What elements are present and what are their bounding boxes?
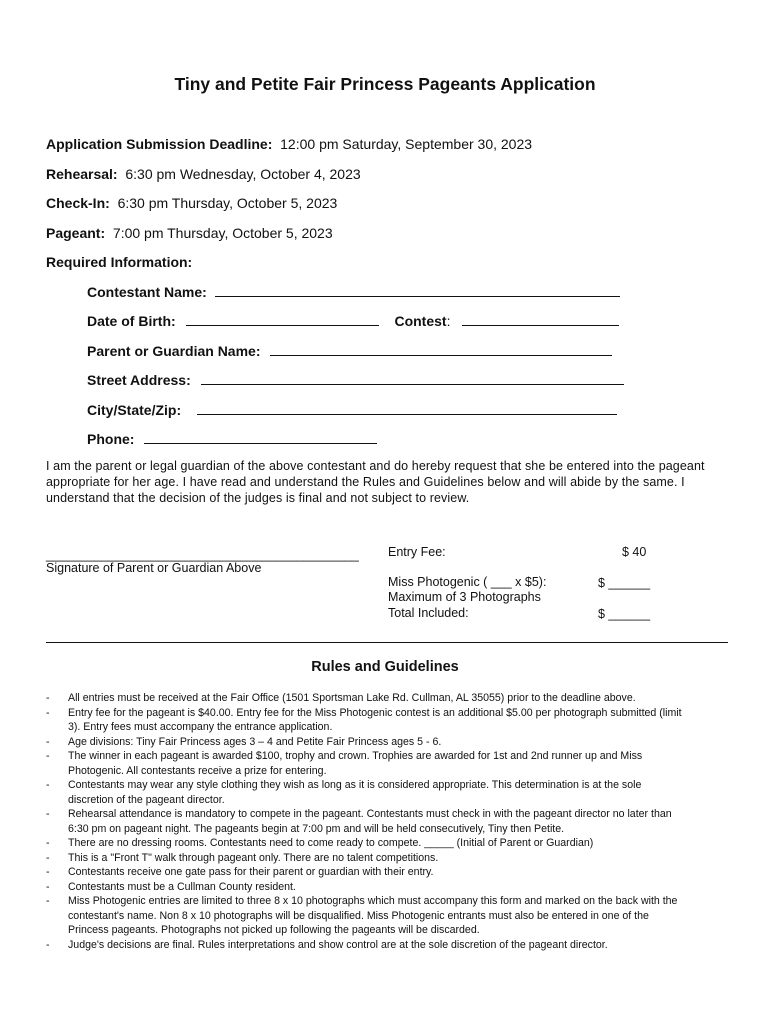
contest-label: Contest xyxy=(394,313,447,329)
pageant-value: 7:00 pm Thursday, October 5, 2023 xyxy=(112,225,333,241)
parent-name-row xyxy=(87,343,612,359)
dash-marker: - xyxy=(46,880,50,893)
rule-text: Miss Photogenic entries are limited to three 8 x 10 photographs which must accompany this form and marked on the back with the contestant's name. Non 8 x 10 photographs will be disqualified. Miss Photogenic entrants must also be entered in one of the Princess pageants. Photographs not picked up following the pageants will be discarded. xyxy=(68,895,678,936)
rule-text: Judge's decisions are final. Rules interpretations and show control are at the sole discretion of the pageant director. xyxy=(68,938,608,951)
dob-contest-row xyxy=(87,313,619,329)
rule-text: Entry fee for the pageant is $40.00. Entry fee for the Miss Photogenic contest is an additional $5.00 per photograph submitted (limit 3). Entry fees must accompany the entrance application. xyxy=(68,706,682,733)
dash-marker: - xyxy=(46,706,50,719)
phone-label: Phone: xyxy=(87,431,135,447)
rule-text: Contestants may wear any style clothing they wish as long as it is considered appropriate. This determination is at the sole discretion of the pageant director. xyxy=(68,779,642,806)
dob-label: Date of Birth: xyxy=(87,313,176,329)
phone-field[interactable] xyxy=(144,431,377,444)
rule-text: The winner in each pageant is awarded $100, trophy and crown. Trophies are awarded for 1st and 2nd runner up and Miss Photogenic. All contestants receive a prize for entering. xyxy=(68,750,643,777)
contest-field[interactable] xyxy=(462,313,619,326)
dash-marker: - xyxy=(46,866,50,878)
rehearsal-label: Rehearsal: xyxy=(46,166,118,182)
city-field[interactable] xyxy=(197,402,617,415)
total-amount[interactable]: $ ______ xyxy=(598,607,651,621)
dob-field[interactable] xyxy=(186,313,379,326)
list-item xyxy=(46,865,686,880)
dash-marker: - xyxy=(46,808,50,820)
street-field[interactable] xyxy=(201,372,624,385)
deadline-line xyxy=(46,136,532,152)
list-item xyxy=(46,851,686,866)
dash-marker: - xyxy=(46,750,50,762)
parent-name-field[interactable] xyxy=(270,343,612,356)
list-item xyxy=(46,880,686,895)
checkin-line xyxy=(46,195,337,211)
rule-text: All entries must be received at the Fair Office (1501 Sportsman Lake Rd. Cullman, AL 35055) prior to the deadline above. xyxy=(68,692,636,704)
signature-label: Signature of Parent or Guardian Above xyxy=(46,561,262,575)
dash-marker: - xyxy=(46,851,50,864)
list-item xyxy=(46,894,686,938)
page-title: Tiny and Petite Fair Princess Pageants Application xyxy=(174,74,596,94)
dash-marker: - xyxy=(46,895,50,907)
checkin-value: 6:30 pm Thursday, October 5, 2023 xyxy=(117,195,338,211)
contestant-name-row xyxy=(87,284,620,300)
rule-text: Age divisions: Tiny Fair Princess ages 3 – 4 and Petite Fair Princess ages 5 - 6. xyxy=(68,735,442,748)
contestant-name-label: Contestant Name: xyxy=(87,284,207,300)
pageant-line xyxy=(46,225,333,241)
dash-marker: - xyxy=(46,938,50,951)
dash-marker: - xyxy=(46,735,50,748)
entry-fee-amount: $ 40 xyxy=(622,545,647,559)
rules-list xyxy=(46,691,686,952)
list-item xyxy=(46,807,686,836)
consent-paragraph: I am the parent or legal guardian of the above contestant and do hereby request that she be entered into the pageant appropriate for her age. I have read and understand the Rules and Guidelines below and will abide by the same. I understand that the decision of the judges is final and not subject to review. xyxy=(46,459,705,505)
rule-text: This is a "Front T" walk through pageant only. There are no talent competitions. xyxy=(68,851,439,864)
street-label: Street Address: xyxy=(87,372,191,388)
parent-name-label: Parent or Guardian Name: xyxy=(87,343,261,359)
list-item xyxy=(46,836,686,851)
total-label: Total Included: xyxy=(388,605,469,620)
list-item xyxy=(46,691,686,706)
dash-marker: - xyxy=(46,692,50,704)
contest-colon: : xyxy=(446,313,451,329)
street-row xyxy=(87,372,624,388)
pageant-label: Pageant: xyxy=(46,225,106,241)
checkin-label: Check-In: xyxy=(46,195,110,211)
dash-marker: - xyxy=(46,779,50,791)
list-item xyxy=(46,706,686,735)
list-item xyxy=(46,938,686,953)
required-heading xyxy=(46,254,192,270)
dash-marker: - xyxy=(46,837,50,849)
deadline-value: 12:00 pm Saturday, September 30, 2023 xyxy=(280,136,533,152)
rehearsal-value: 6:30 pm Wednesday, October 4, 2023 xyxy=(125,166,361,182)
phone-row xyxy=(87,431,377,447)
photogenic-amount[interactable]: $ ______ xyxy=(598,576,651,590)
rule-text: Contestants receive one gate pass for their parent or guardian with their entry. xyxy=(68,866,434,878)
rule-text: There are no dressing rooms. Contestants need to come ready to compete. _____ (Initial of Parent or Guardian) xyxy=(68,837,594,849)
rule-text: Rehearsal attendance is mandatory to compete in the pageant. Contestants must check in with the pageant director no later than 6:30 pm on pageant night. The pageants begin at 7:00 pm and will be held consecutively, Tiny then Petite. xyxy=(68,808,672,835)
rule-text: Contestants must be a Cullman County resident. xyxy=(68,880,296,893)
entry-fee-label: Entry Fee: xyxy=(388,545,446,559)
photogenic-note: Maximum of 3 Photographs xyxy=(388,590,541,604)
fees-block xyxy=(388,545,546,621)
rules-title: Rules and Guidelines xyxy=(311,659,459,675)
photogenic-label: Miss Photogenic ( ___ x $5): xyxy=(388,574,547,589)
list-item xyxy=(46,778,686,807)
deadline-label: Application Submission Deadline: xyxy=(46,136,273,152)
signature-line[interactable]: _____________________________________________ xyxy=(46,548,359,562)
rehearsal-line xyxy=(46,166,361,182)
section-divider xyxy=(46,642,728,643)
city-label: City/State/Zip: xyxy=(87,402,182,418)
contestant-name-field[interactable] xyxy=(215,284,620,297)
list-item xyxy=(46,735,686,750)
city-row xyxy=(87,402,617,418)
required-heading-text: Required Information: xyxy=(46,254,193,270)
list-item xyxy=(46,749,686,778)
